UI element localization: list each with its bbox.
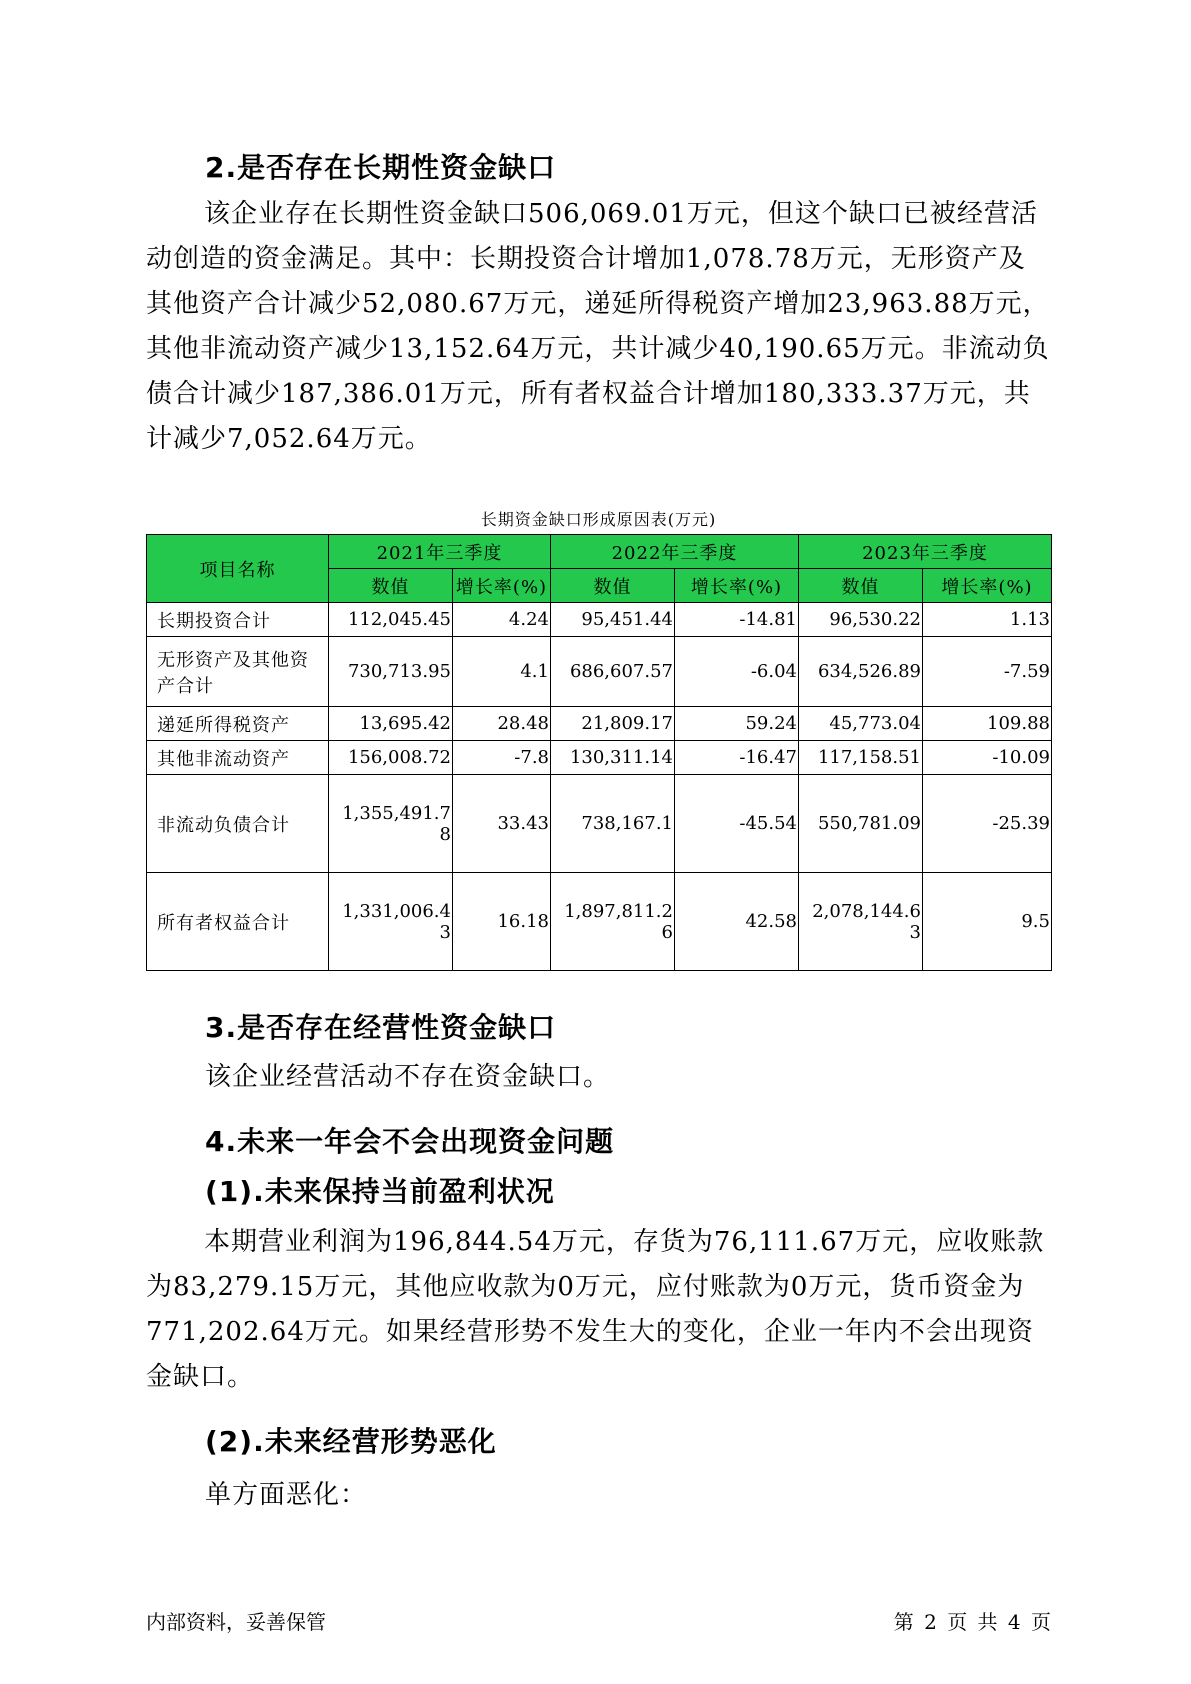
subsection-heading-deterioration: (2).未来经营形势恶化 [205, 1425, 497, 1458]
table-row [147, 637, 1052, 707]
header-growth: 增长率(%) [923, 569, 1052, 603]
cell-growth: -7.59 [923, 637, 1052, 707]
cell-value: 550,781.09 [799, 775, 923, 873]
cell-value: 96,530.22 [799, 603, 923, 637]
cell-value: 2,078,144.63 [799, 873, 923, 971]
cell-value: 156,008.72 [329, 741, 453, 775]
cell-value: 117,158.51 [799, 741, 923, 775]
table-row [147, 873, 1052, 971]
cell-value: 45,773.04 [799, 707, 923, 741]
paragraph-deterioration: 单方面恶化： [205, 1480, 368, 1510]
header-item-name: 项目名称 [147, 535, 329, 603]
header-growth: 增长率(%) [675, 569, 799, 603]
cell-growth: 4.1 [453, 637, 551, 707]
row-name: 长期投资合计 [147, 603, 329, 637]
footer-confidential-note: 内部资料，妥善保管 [146, 1610, 326, 1634]
row-name: 所有者权益合计 [147, 873, 329, 971]
section-heading-operating-gap: 3.是否存在经营性资金缺口 [205, 1011, 557, 1044]
row-name: 递延所得税资产 [147, 707, 329, 741]
footer-page-number: 第 2 页 共 4 页 [893, 1610, 1051, 1634]
table-row [147, 603, 1052, 637]
cell-growth: 9.5 [923, 873, 1052, 971]
row-name: 非流动负债合计 [147, 775, 329, 873]
header-period-2023: 2023年三季度 [799, 535, 1052, 569]
cell-growth: 59.24 [675, 707, 799, 741]
section-heading-next-year: 4.未来一年会不会出现资金问题 [205, 1125, 615, 1158]
header-period-2022: 2022年三季度 [551, 535, 799, 569]
cell-growth: -6.04 [675, 637, 799, 707]
cell-value: 130,311.14 [551, 741, 675, 775]
row-name: 其他非流动资产 [147, 741, 329, 775]
cell-value: 21,809.17 [551, 707, 675, 741]
long-term-gap-table [146, 534, 1052, 971]
cell-value: 1,331,006.43 [329, 873, 453, 971]
cell-growth: -25.39 [923, 775, 1052, 873]
cell-growth: 109.88 [923, 707, 1052, 741]
cell-growth: -16.47 [675, 741, 799, 775]
cell-growth: -10.09 [923, 741, 1052, 775]
cell-value: 730,713.95 [329, 637, 453, 707]
cell-value: 13,695.42 [329, 707, 453, 741]
cell-value: 112,045.45 [329, 603, 453, 637]
table-row [147, 707, 1052, 741]
cell-growth: 28.48 [453, 707, 551, 741]
subsection-heading-current-profit: (1).未来保持当前盈利状况 [205, 1175, 555, 1208]
cell-growth: 33.43 [453, 775, 551, 873]
cell-value: 1,355,491.78 [329, 775, 453, 873]
header-value: 数值 [551, 569, 675, 603]
header-value: 数值 [329, 569, 453, 603]
cell-growth: 1.13 [923, 603, 1052, 637]
cell-growth: 42.58 [675, 873, 799, 971]
cell-value: 95,451.44 [551, 603, 675, 637]
section-heading-long-term-gap: 2.是否存在长期性资金缺口 [205, 151, 557, 184]
paragraph-long-term-gap: 该企业存在长期性资金缺口506,069.01万元，但这个缺口已被经营活动创造的资金满足。其中：长期投资合计增加1,078.78万元，无形资产及其他资产合计减少52,080.67万元，递延所得税资产增加23,963.88万元，其他非流动资产减少13,152.64万元，共计减少40,190.65万元。非流动负债合计减少187,386.01万元，所有者权益合计增加180,333.37万元，共计减少7,052.64万元。 [146, 199, 1050, 454]
table-caption: 长期资金缺口形成原因表(万元) [480, 510, 717, 529]
table-row [147, 741, 1052, 775]
cell-value: 1,897,811.26 [551, 873, 675, 971]
header-period-2021: 2021年三季度 [329, 535, 551, 569]
paragraph-current-profit: 本期营业利润为196,844.54万元，存货为76,111.67万元，应收账款为83,279.15万元，其他应收款为0万元，应付账款为0万元，货币资金为771,202.64万元。如果经营形势不发生大的变化，企业一年内不会出现资金缺口。 [146, 1227, 1045, 1392]
cell-value: 634,526.89 [799, 637, 923, 707]
cell-value: 686,607.57 [551, 637, 675, 707]
cell-growth: -45.54 [675, 775, 799, 873]
cell-growth: 4.24 [453, 603, 551, 637]
row-name: 无形资产及其他资产合计 [147, 637, 329, 707]
header-growth: 增长率(%) [453, 569, 551, 603]
paragraph-operating-gap: 该企业经营活动不存在资金缺口。 [205, 1062, 611, 1092]
cell-growth: -14.81 [675, 603, 799, 637]
cell-value: 738,167.1 [551, 775, 675, 873]
header-value: 数值 [799, 569, 923, 603]
cell-growth: -7.8 [453, 741, 551, 775]
table-row [147, 775, 1052, 873]
cell-growth: 16.18 [453, 873, 551, 971]
